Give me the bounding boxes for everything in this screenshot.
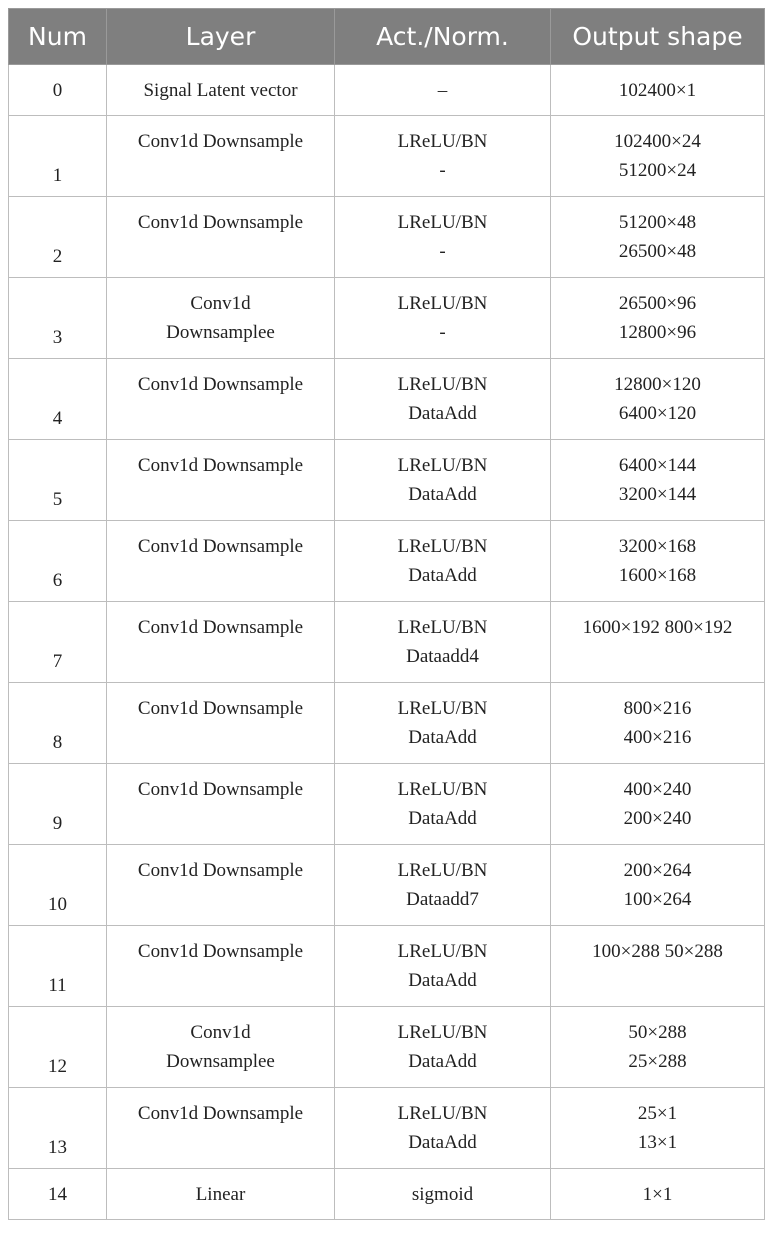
cell-act-norm	[335, 65, 551, 116]
cell-output-shape-line: 3200×144	[618, 484, 697, 505]
cell-output-shape	[551, 845, 765, 926]
cell-output-shape-line: 26500×96	[618, 293, 697, 314]
cell-act-norm-line: LReLU/BN	[397, 1103, 488, 1124]
cell-layer	[107, 278, 335, 359]
cell-layer-line: Conv1d Downsample	[137, 617, 304, 638]
cell-output-shape-line: 51200×48	[618, 212, 697, 233]
table-row	[9, 278, 765, 359]
cell-layer-line: Linear	[195, 1183, 246, 1205]
cell-act-norm	[335, 1007, 551, 1088]
cell-act-norm-line: Dataadd4	[406, 646, 479, 667]
cell-output-shape-line: 1600×192 800×192	[582, 617, 733, 638]
cell-output-shape-line: 3200×168	[618, 536, 697, 557]
cell-layer-line: Downsamplee	[166, 322, 275, 343]
cell-output-shape	[551, 683, 765, 764]
cell-layer-line: Conv1d	[190, 293, 251, 314]
cell-output-shape-line: 25×288	[628, 1051, 687, 1072]
table-row	[9, 65, 765, 116]
table-row	[9, 1169, 765, 1220]
cell-output-shape-line: 26500×48	[618, 241, 697, 262]
table-row	[9, 926, 765, 1007]
cell-layer-line: Conv1d	[190, 1022, 251, 1043]
cell-output-shape-line: 100×264	[623, 889, 692, 910]
cell-output-shape-line: 400×240	[623, 779, 692, 800]
table-row	[9, 764, 765, 845]
cell-layer	[107, 1007, 335, 1088]
cell-act-norm	[335, 278, 551, 359]
cell-num: 11	[9, 926, 107, 1007]
cell-layer	[107, 359, 335, 440]
cell-output-shape-line: 102400×1	[618, 79, 697, 101]
cell-output-shape-line: 50×288	[628, 1022, 687, 1043]
table-row	[9, 602, 765, 683]
cell-output-shape	[551, 1169, 765, 1220]
cell-num: 8	[9, 683, 107, 764]
cell-output-shape-line: 6400×144	[618, 455, 697, 476]
cell-output-shape	[551, 440, 765, 521]
cell-layer-line: Conv1d Downsample	[137, 455, 304, 476]
cell-layer	[107, 116, 335, 197]
table-body	[9, 65, 765, 1220]
cell-act-norm-line: DataAdd	[408, 403, 477, 424]
cell-act-norm-line: DataAdd	[408, 808, 477, 829]
cell-output-shape-line: 13×1	[637, 1132, 678, 1153]
cell-act-norm	[335, 521, 551, 602]
cell-output-shape-line: 12800×120	[614, 374, 701, 395]
cell-layer	[107, 683, 335, 764]
cell-act-norm-line: -	[439, 322, 446, 343]
cell-layer-line: Conv1d Downsample	[137, 779, 304, 800]
cell-act-norm-line: -	[439, 241, 446, 262]
cell-layer	[107, 197, 335, 278]
cell-num: 1	[9, 116, 107, 197]
cell-act-norm	[335, 116, 551, 197]
cell-num: 0	[9, 65, 107, 116]
cell-act-norm-line: DataAdd	[408, 970, 477, 991]
table-row	[9, 683, 765, 764]
cell-output-shape	[551, 197, 765, 278]
cell-act-norm-line: DataAdd	[408, 1132, 477, 1153]
cell-output-shape	[551, 521, 765, 602]
cell-layer-line: Signal Latent vector	[143, 79, 298, 101]
cell-layer-line: Conv1d Downsample	[137, 374, 304, 395]
cell-output-shape	[551, 278, 765, 359]
header-row	[9, 9, 765, 65]
header-output-shape: Output shape	[551, 9, 765, 65]
cell-layer-line: Conv1d Downsample	[137, 212, 304, 233]
cell-act-norm-line: sigmoid	[411, 1183, 474, 1205]
header-act-norm: Act./Norm.	[335, 9, 551, 65]
cell-output-shape-line: 1600×168	[618, 565, 697, 586]
table-row	[9, 845, 765, 926]
cell-act-norm	[335, 197, 551, 278]
cell-num: 5	[9, 440, 107, 521]
cell-act-norm-line: –	[437, 79, 448, 101]
table-row	[9, 359, 765, 440]
cell-act-norm-line: LReLU/BN	[397, 860, 488, 881]
cell-output-shape-line: 200×240	[623, 808, 692, 829]
cell-layer-line: Conv1d Downsample	[137, 698, 304, 719]
header-num: Num	[9, 9, 107, 65]
cell-layer	[107, 926, 335, 1007]
cell-output-shape	[551, 116, 765, 197]
cell-act-norm-line: LReLU/BN	[397, 536, 488, 557]
cell-output-shape-line: 6400×120	[618, 403, 697, 424]
cell-act-norm-line: DataAdd	[408, 484, 477, 505]
table-row	[9, 521, 765, 602]
cell-layer-line: Conv1d Downsample	[137, 536, 304, 557]
cell-layer	[107, 1169, 335, 1220]
cell-output-shape-line: 400×216	[623, 727, 692, 748]
cell-num: 2	[9, 197, 107, 278]
cell-num: 10	[9, 845, 107, 926]
table-row	[9, 197, 765, 278]
cell-output-shape-line: 51200×24	[618, 160, 697, 181]
cell-layer	[107, 845, 335, 926]
cell-output-shape-line: 100×288 50×288	[592, 941, 723, 962]
cell-act-norm-line: LReLU/BN	[397, 131, 488, 152]
cell-num: 13	[9, 1088, 107, 1169]
cell-act-norm-line: LReLU/BN	[397, 779, 488, 800]
cell-act-norm	[335, 683, 551, 764]
cell-act-norm-line: LReLU/BN	[397, 455, 488, 476]
cell-act-norm-line: DataAdd	[408, 727, 477, 748]
cell-layer	[107, 65, 335, 116]
cell-act-norm	[335, 1169, 551, 1220]
cell-act-norm-line: DataAdd	[408, 1051, 477, 1072]
cell-layer	[107, 602, 335, 683]
table-row	[9, 1088, 765, 1169]
cell-act-norm	[335, 926, 551, 1007]
cell-act-norm	[335, 764, 551, 845]
cell-layer-line: Conv1d Downsample	[137, 941, 304, 962]
cell-act-norm-line: LReLU/BN	[397, 293, 488, 314]
cell-act-norm	[335, 1088, 551, 1169]
cell-output-shape	[551, 926, 765, 1007]
cell-layer-line: Conv1d Downsample	[137, 860, 304, 881]
cell-output-shape	[551, 602, 765, 683]
cell-act-norm	[335, 440, 551, 521]
cell-output-shape-line: 1×1	[642, 1183, 673, 1205]
cell-num: 12	[9, 1007, 107, 1088]
cell-output-shape-line: 25×1	[637, 1103, 678, 1124]
cell-layer	[107, 440, 335, 521]
table-row	[9, 1007, 765, 1088]
cell-act-norm	[335, 845, 551, 926]
table-row	[9, 440, 765, 521]
cell-act-norm-line: LReLU/BN	[397, 374, 488, 395]
cell-layer	[107, 764, 335, 845]
cell-num: 9	[9, 764, 107, 845]
cell-num: 3	[9, 278, 107, 359]
cell-num: 14	[9, 1169, 107, 1220]
layer-table	[8, 8, 765, 1220]
table-row	[9, 116, 765, 197]
cell-act-norm-line: Dataadd7	[406, 889, 479, 910]
cell-output-shape	[551, 65, 765, 116]
cell-output-shape-line: 102400×24	[614, 131, 701, 152]
cell-layer-line: Downsamplee	[166, 1051, 275, 1072]
cell-layer	[107, 1088, 335, 1169]
cell-act-norm-line: LReLU/BN	[397, 617, 488, 638]
cell-layer	[107, 521, 335, 602]
cell-act-norm-line: LReLU/BN	[397, 1022, 488, 1043]
header-layer: Layer	[107, 9, 335, 65]
cell-act-norm-line: DataAdd	[408, 565, 477, 586]
cell-act-norm-line: -	[439, 160, 446, 181]
cell-num: 6	[9, 521, 107, 602]
cell-act-norm-line: LReLU/BN	[397, 698, 488, 719]
cell-act-norm	[335, 602, 551, 683]
cell-output-shape-line: 200×264	[623, 860, 692, 881]
cell-act-norm	[335, 359, 551, 440]
cell-output-shape	[551, 764, 765, 845]
cell-output-shape	[551, 359, 765, 440]
cell-num: 7	[9, 602, 107, 683]
cell-output-shape	[551, 1007, 765, 1088]
cell-output-shape-line: 12800×96	[618, 322, 697, 343]
cell-output-shape-line: 800×216	[623, 698, 692, 719]
cell-act-norm-line: LReLU/BN	[397, 941, 488, 962]
cell-act-norm-line: LReLU/BN	[397, 212, 488, 233]
cell-layer-line: Conv1d Downsample	[137, 1103, 304, 1124]
cell-layer-line: Conv1d Downsample	[137, 131, 304, 152]
cell-output-shape	[551, 1088, 765, 1169]
cell-num: 4	[9, 359, 107, 440]
